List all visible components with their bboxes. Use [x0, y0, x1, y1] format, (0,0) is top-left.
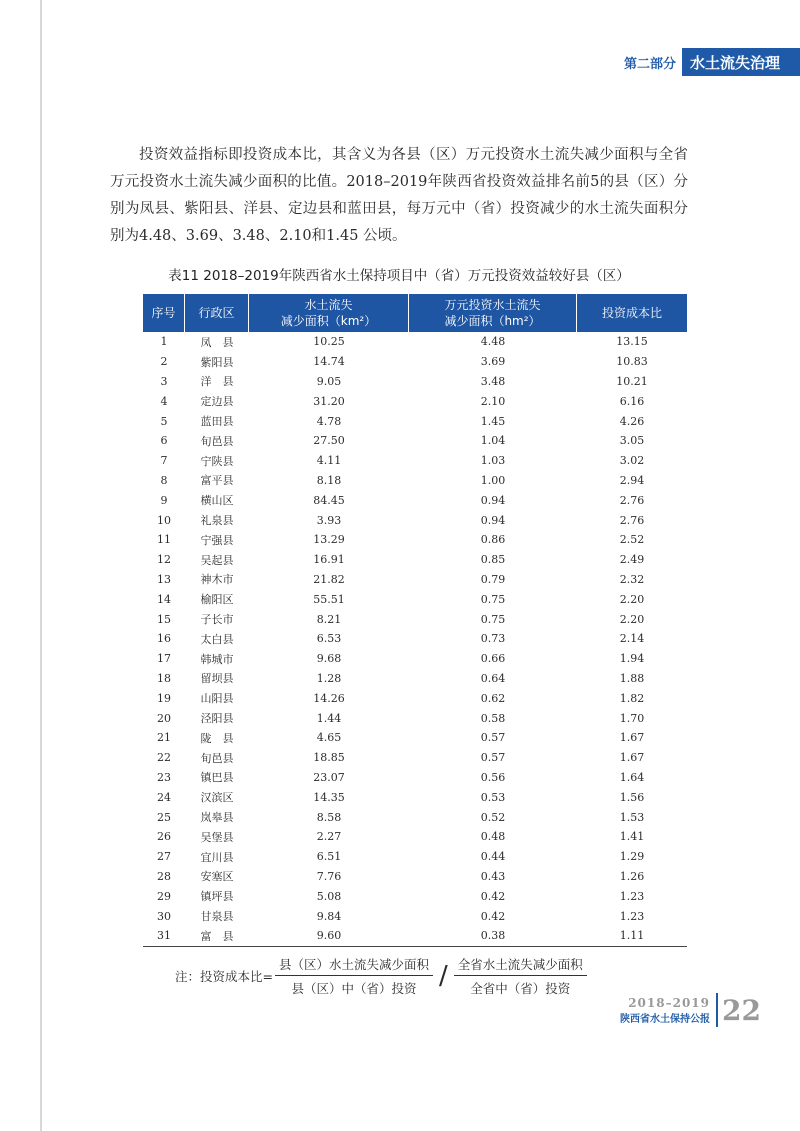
- cell-area: 18.85: [313, 751, 345, 765]
- cell-seq: 24: [157, 790, 171, 804]
- cell-region: 安塞区: [200, 870, 234, 884]
- header-ratio: 投资成本比: [577, 294, 687, 332]
- cell-area: 7.76: [316, 869, 342, 883]
- header-area: [249, 294, 409, 332]
- cell-ratio: 10.83: [616, 355, 648, 369]
- cell-region: 留坝县: [200, 672, 234, 686]
- cell-per: 0.53: [480, 790, 506, 804]
- footer-divider: [716, 993, 718, 1027]
- cell-seq: 21: [157, 731, 171, 745]
- cell-area: 13.29: [313, 533, 345, 547]
- cell-area: 6.51: [316, 850, 342, 864]
- cell-seq: 14: [157, 592, 171, 606]
- cell-seq: 11: [157, 533, 171, 547]
- cell-area: 1.28: [316, 671, 342, 685]
- cell-seq: 28: [157, 869, 171, 883]
- cell-region: 韩城市: [200, 652, 234, 666]
- cell-seq: 16: [157, 632, 171, 646]
- cell-per: 0.42: [480, 909, 506, 923]
- cell-area: 4.11: [316, 454, 342, 468]
- cell-region: 榆阳区: [200, 593, 234, 607]
- cell-seq: 31: [143, 926, 185, 947]
- cell-ratio: 2.20: [619, 612, 645, 626]
- table-row: [143, 471, 687, 491]
- cell-region: 泾阳县: [200, 712, 234, 726]
- cell-region: 蓝田县: [200, 415, 234, 429]
- cell-ratio: 1.88: [619, 671, 645, 685]
- header-area-line2: 减少面积（km²）: [280, 314, 377, 328]
- cell-region: 洋 县: [200, 375, 234, 389]
- cell-area: 9.68: [316, 652, 342, 666]
- cell-ratio: 2.94: [619, 473, 645, 487]
- cell-area: 3.93: [316, 513, 342, 527]
- cell-ratio: 2.52: [619, 533, 645, 547]
- page-binding-rule: [40, 0, 42, 1131]
- cell-seq: 6: [160, 434, 168, 448]
- section-header: [618, 48, 800, 76]
- table-row: [143, 550, 687, 570]
- cell-per: 0.73: [480, 632, 506, 646]
- table-body: [143, 332, 687, 947]
- table-row: [143, 768, 687, 788]
- cell-region: 岚皋县: [200, 811, 234, 825]
- cell-per: 0.56: [480, 770, 506, 784]
- footer-text: [620, 996, 710, 1025]
- cell-per: 4.48: [480, 335, 506, 349]
- cell-per: 3.48: [480, 374, 506, 388]
- cell-region: 甘泉县: [200, 910, 234, 923]
- cell-ratio: 3.05: [619, 434, 645, 448]
- cell-per: 3.69: [480, 355, 506, 369]
- cell-area: 4.65: [316, 731, 342, 745]
- cell-ratio: 10.21: [616, 374, 648, 388]
- cell-seq: 7: [160, 454, 168, 468]
- cell-area: 14.35: [313, 790, 345, 804]
- cell-area: 8.18: [316, 473, 342, 487]
- cell-seq: 20: [157, 711, 171, 725]
- fraction-county-denominator: 县（区）中（省）投资: [291, 981, 417, 996]
- cell-area: 5.08: [316, 889, 342, 903]
- cell-per: 0.44: [480, 850, 506, 864]
- cell-region: 富 县: [185, 926, 249, 947]
- cell-seq: 8: [160, 473, 168, 487]
- cell-per: 1.04: [480, 434, 506, 448]
- table-row: [143, 589, 687, 609]
- cell-per: 0.94: [480, 513, 506, 527]
- cell-area: 1.44: [316, 711, 342, 725]
- cell-per: 0.79: [480, 572, 506, 586]
- cell-ratio: 13.15: [616, 335, 648, 349]
- cell-region: 山阳县: [200, 692, 234, 706]
- fraction-county-numerator: 县（区）水土流失减少面积: [275, 955, 433, 976]
- cell-per: 0.57: [480, 731, 506, 745]
- table-row: [143, 867, 687, 887]
- table-row: [143, 391, 687, 411]
- cell-per: 1.03: [480, 454, 506, 468]
- cell-ratio: 1.23: [619, 889, 645, 903]
- table-row: [143, 332, 687, 352]
- cell-seq: 27: [157, 850, 171, 864]
- cell-seq: 22: [157, 751, 171, 765]
- cell-region: 神木市: [200, 573, 234, 587]
- cell-ratio: 2.14: [619, 632, 645, 646]
- cell-region: 太白县: [200, 632, 234, 646]
- section-part-label: 第二部分: [618, 48, 682, 76]
- table-header-row: [143, 294, 687, 332]
- cell-area: 9.84: [316, 909, 342, 923]
- cell-ratio: 2.76: [619, 493, 645, 507]
- cell-per: 0.57: [480, 751, 506, 765]
- cell-ratio: 1.29: [619, 850, 645, 864]
- cell-seq: 26: [157, 830, 171, 844]
- cell-seq: 3: [160, 374, 168, 388]
- table-row: [143, 688, 687, 708]
- cell-region: 凤 县: [200, 335, 234, 349]
- cell-region: 镇坪县: [200, 890, 234, 904]
- cell-area: 55.51: [313, 592, 345, 606]
- cell-ratio: 1.53: [619, 810, 645, 824]
- cell-per: 0.66: [480, 652, 506, 666]
- cell-region: 定边县: [200, 395, 234, 409]
- cell-seq: 5: [160, 414, 168, 428]
- cell-ratio: 1.94: [619, 652, 645, 666]
- table-row: [143, 411, 687, 431]
- table-row: [143, 510, 687, 530]
- cell-region: 子长市: [200, 613, 234, 627]
- body-paragraph: 投资效益指标即投资成本比，其含义为各县（区）万元投资水土流失减少面积与全省万元投资水土流失减少面积的比值。2018–2019年陕西省投资效益排名前5的县（区）分别为凤县、紫阳县、洋县、定边县和蓝田县，每万元中（省）投资减少的水土流失面积分别为4.48、3.69、3.48、2.10和1.45 公顷。: [110, 147, 688, 244]
- cell-seq: 23: [157, 770, 171, 784]
- fraction-county: [275, 955, 433, 997]
- cell-per: 1.00: [480, 473, 506, 487]
- cell-region: 镇巴县: [200, 771, 234, 785]
- cell-ratio: 1.26: [619, 869, 645, 883]
- cell-ratio: 1.67: [619, 751, 645, 765]
- section-title: 水土流失治理: [682, 48, 800, 76]
- cell-seq: 1: [160, 335, 168, 349]
- cell-ratio: 4.26: [619, 414, 645, 428]
- cell-per: 0.64: [480, 671, 506, 685]
- cell-seq: 25: [157, 810, 171, 824]
- cell-area: 14.74: [313, 355, 345, 369]
- cell-area: 10.25: [313, 335, 345, 349]
- cell-region: 陇 县: [200, 731, 234, 745]
- cell-per: 0.85: [480, 553, 506, 567]
- cell-per: 0.58: [480, 711, 506, 725]
- table-row: [143, 570, 687, 590]
- cell-seq: 18: [157, 671, 171, 685]
- header-region: 行政区: [185, 294, 249, 332]
- table-caption: 表11 2018–2019年陕西省水土保持项目中（省）万元投资效益较好县（区）: [168, 268, 630, 284]
- cell-ratio: 1.23: [619, 909, 645, 923]
- cell-region: 礼泉县: [200, 514, 234, 528]
- cell-ratio: 1.41: [619, 830, 645, 844]
- cell-area: 4.78: [316, 414, 342, 428]
- header-per-line1: 万元投资水土流失: [444, 298, 541, 312]
- cell-region: 富平县: [200, 474, 234, 488]
- table-row: [143, 847, 687, 867]
- cell-area: 9.60: [249, 926, 409, 947]
- table-row: [143, 926, 687, 947]
- formula-note: [175, 956, 695, 996]
- cell-area: 27.50: [313, 434, 345, 448]
- cell-area: 6.53: [316, 632, 342, 646]
- table-row: [143, 886, 687, 906]
- cell-per: 0.43: [480, 869, 506, 883]
- table-row: [143, 708, 687, 728]
- cell-region: 宁陕县: [200, 454, 234, 468]
- table-row: [143, 530, 687, 550]
- cell-ratio: 2.32: [619, 572, 645, 586]
- page-footer: [620, 990, 761, 1030]
- cell-seq: 30: [157, 909, 171, 923]
- efficiency-table: [143, 294, 687, 947]
- cell-ratio: 2.20: [619, 592, 645, 606]
- table-row: [143, 906, 687, 926]
- table-row: [143, 431, 687, 451]
- cell-seq: 10: [157, 513, 171, 527]
- table-row: [143, 807, 687, 827]
- table-row: [143, 748, 687, 768]
- cell-area: 84.45: [313, 493, 345, 507]
- table-row: [143, 490, 687, 510]
- cell-region: 宁强县: [200, 533, 234, 547]
- cell-seq: 9: [160, 493, 168, 507]
- cell-area: 9.05: [316, 374, 342, 388]
- table-row: [143, 629, 687, 649]
- cell-per: 0.48: [480, 830, 506, 844]
- cell-seq: 29: [157, 889, 171, 903]
- footer-publication: 陕西省水土保持公报: [620, 1013, 710, 1025]
- cell-per: 1.45: [480, 414, 506, 428]
- cell-seq: 4: [160, 394, 168, 408]
- table-row: [143, 352, 687, 372]
- table-row: [143, 728, 687, 748]
- footer-year: 2018–2019: [628, 995, 710, 1010]
- cell-ratio: 1.11: [577, 926, 687, 947]
- cell-region: 吴起县: [200, 553, 234, 567]
- cell-per: 2.10: [480, 394, 506, 408]
- cell-region: 横山区: [200, 494, 234, 508]
- cell-area: 8.58: [316, 810, 342, 824]
- fraction-province: [454, 955, 587, 997]
- cell-ratio: 2.49: [619, 553, 645, 567]
- cell-seq: 13: [157, 572, 171, 586]
- cell-per: 0.86: [480, 533, 506, 547]
- cell-area: 31.20: [313, 394, 345, 408]
- header-area-line1: 水土流失: [304, 298, 353, 312]
- cell-ratio: 2.76: [619, 513, 645, 527]
- cell-per: 0.62: [480, 691, 506, 705]
- table-row: [143, 649, 687, 669]
- page-number: 22: [722, 993, 761, 1027]
- cell-region: 旬邑县: [200, 751, 234, 765]
- cell-seq: 19: [157, 691, 171, 705]
- cell-region: 旬邑县: [200, 434, 234, 448]
- cell-seq: 12: [157, 553, 171, 567]
- cell-region: 汉滨区: [200, 791, 234, 805]
- cell-area: 2.27: [316, 830, 342, 844]
- table-row: [143, 372, 687, 392]
- header-seq: 序号: [143, 294, 185, 332]
- cell-seq: 17: [157, 652, 171, 666]
- cell-ratio: 1.70: [619, 711, 645, 725]
- cell-ratio: 1.64: [619, 770, 645, 784]
- cell-area: 14.26: [313, 691, 345, 705]
- table-row: [143, 451, 687, 471]
- fraction-province-numerator: 全省水土流失减少面积: [454, 955, 587, 976]
- cell-ratio: 1.67: [619, 731, 645, 745]
- cell-ratio: 1.56: [619, 790, 645, 804]
- cell-ratio: 3.02: [619, 454, 645, 468]
- cell-per: 0.75: [480, 592, 506, 606]
- cell-per: 0.52: [480, 810, 506, 824]
- cell-seq: 2: [160, 355, 168, 369]
- cell-region: 紫阳县: [200, 355, 234, 369]
- cell-area: 21.82: [313, 572, 345, 586]
- cell-area: 8.21: [316, 612, 342, 626]
- division-slash: /: [439, 961, 448, 991]
- cell-ratio: 1.82: [619, 691, 645, 705]
- cell-per: 0.94: [480, 493, 506, 507]
- header-per-line2: 减少面积（hm²）: [444, 314, 541, 328]
- cell-ratio: 6.16: [619, 394, 645, 408]
- fraction-province-denominator: 全省中（省）投资: [470, 981, 571, 996]
- cell-per: 0.38: [409, 926, 577, 947]
- table-row: [143, 827, 687, 847]
- cell-area: 23.07: [313, 770, 345, 784]
- note-prefix: 注：投资成本比=: [175, 969, 273, 984]
- cell-per: 0.75: [480, 612, 506, 626]
- table-row: [143, 669, 687, 689]
- header-per: [409, 294, 577, 332]
- cell-area: 16.91: [313, 553, 345, 567]
- cell-seq: 15: [157, 612, 171, 626]
- cell-region: 吴堡县: [200, 830, 234, 844]
- table-row: [143, 609, 687, 629]
- cell-per: 0.42: [480, 889, 506, 903]
- cell-region: 宜川县: [200, 850, 234, 864]
- table-row: [143, 787, 687, 807]
